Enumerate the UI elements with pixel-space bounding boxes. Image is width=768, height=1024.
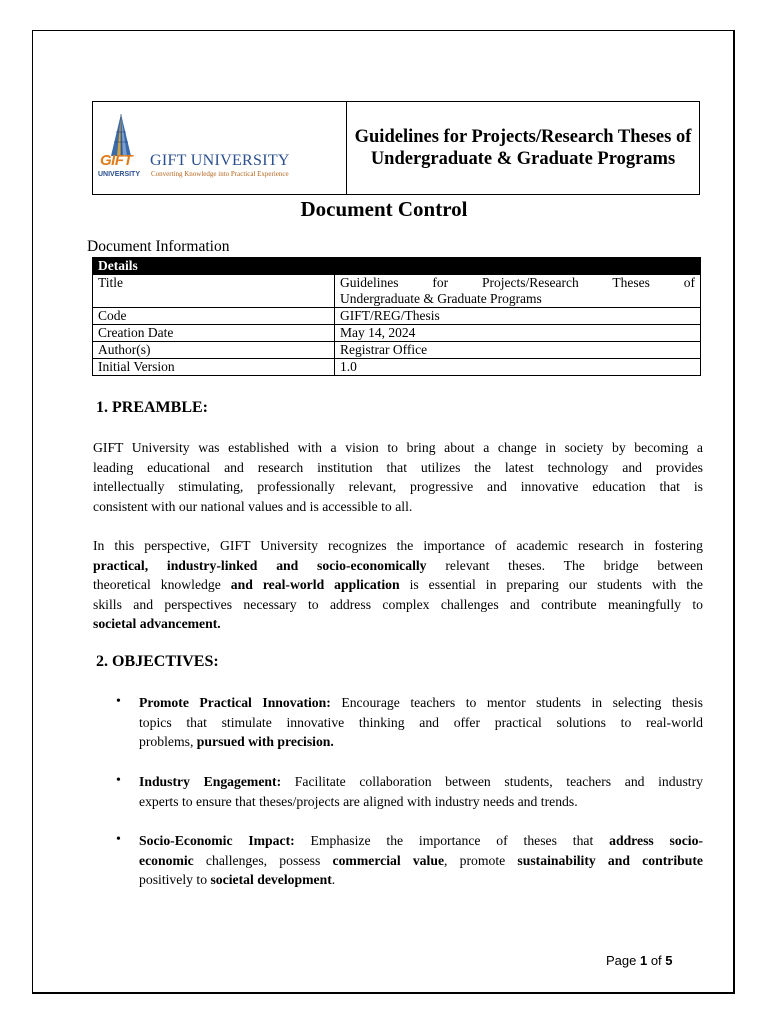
text: is essential in preparing our students with the <box>399 577 703 592</box>
preamble-paragraph-2 <box>93 536 703 634</box>
preamble-p2-line <box>93 575 703 595</box>
text: positively to <box>139 872 211 887</box>
bold-text: societal advancement. <box>93 616 221 631</box>
row-label-title: Title <box>93 275 335 308</box>
objective-line <box>139 831 703 851</box>
table-row <box>93 308 701 325</box>
preamble-heading: 1. PREAMBLE: <box>96 399 208 416</box>
preamble-p1-line: leading educational and research institution that utilizes the latest technology and provides <box>93 459 703 475</box>
preamble-p2-line: skills and perspectives necessary to address complex challenges and contribute meaningfully to <box>93 596 703 612</box>
bold-text: and real-world application <box>230 577 400 592</box>
objective-line: topics that stimulate innovative thinking and offer practical solutions to real-world <box>139 714 703 730</box>
page-current: 1 <box>639 953 648 968</box>
bold-text: Promote Practical Innovation: <box>139 695 331 710</box>
table-row <box>93 359 701 376</box>
bullet-icon: • <box>116 694 121 709</box>
document-title: Guidelines for Projects/Research Theses of Undergraduate & Graduate Programs <box>354 126 692 169</box>
page-of: of <box>647 953 666 968</box>
university-tagline: Converting Knowledge into Practical Experience <box>151 170 289 178</box>
text: Facilitate collaboration between students, teachers and industry <box>281 774 703 789</box>
preamble-paragraph-1 <box>93 438 703 516</box>
document-header <box>92 101 700 195</box>
document-information-label: Document Information <box>87 238 230 255</box>
logo-gift-text: GIFT <box>100 152 133 169</box>
table-row <box>93 275 701 308</box>
objective-line <box>139 851 703 871</box>
objective-line <box>139 732 703 752</box>
bold-text: sustainability and contribute <box>517 852 703 868</box>
text: . <box>331 872 336 887</box>
objective-line <box>139 870 703 890</box>
row-value-title-line2: Undergraduate & Graduate Programs <box>340 291 542 306</box>
table-header-row <box>93 258 701 275</box>
objective-item-practical-innovation <box>139 693 703 752</box>
bold-text: commercial value <box>332 852 445 868</box>
bold-text: pursued with precision. <box>196 734 334 749</box>
document-details-table <box>92 257 701 376</box>
row-label-authors: Author(s) <box>93 342 335 359</box>
text: Emphasize the importance of theses that <box>294 833 610 848</box>
table-header-details: Details <box>93 258 701 275</box>
page-total: 5 <box>665 953 673 968</box>
text: relevant theses. The bridge between <box>426 557 703 573</box>
row-value-initial-version: 1.0 <box>335 359 701 376</box>
document-control-heading: Document Control <box>300 197 468 221</box>
page-word: Page <box>606 953 640 968</box>
preamble-p2-line <box>93 614 703 634</box>
objectives-heading: 2. OBJECTIVES: <box>96 653 219 670</box>
bold-text: societal development <box>210 872 332 887</box>
bullet-icon: • <box>116 773 121 788</box>
page-number <box>606 953 673 968</box>
bullet-icon: • <box>116 832 121 847</box>
bold-text: practical, industry-linked and socio-economically <box>93 557 427 573</box>
university-name: GIFT UNIVERSITY <box>150 152 290 169</box>
bold-text: address socio- <box>609 833 703 848</box>
logo-cell <box>93 102 347 194</box>
row-label-code: Code <box>93 308 335 325</box>
objective-item-socio-economic-impact <box>139 831 703 890</box>
text: challenges, possess <box>193 852 333 868</box>
logo-university-text: UNIVERSITY <box>98 171 141 178</box>
text: theoretical knowledge <box>93 577 231 592</box>
preamble-p2-line <box>93 556 703 576</box>
bold-text: economic <box>139 852 194 868</box>
objective-item-industry-engagement <box>139 772 703 811</box>
row-label-creation-date: Creation Date <box>93 325 335 342</box>
university-logo-icon <box>93 102 343 194</box>
table-row <box>93 342 701 359</box>
objective-line <box>139 693 703 713</box>
bold-text: Socio-Economic Impact: <box>139 833 295 848</box>
text: Encourage teachers to mentor students in selecting thesis <box>330 695 703 710</box>
preamble-p2-line: In this perspective, GIFT University recognizes the importance of academic research in fostering <box>93 538 703 553</box>
preamble-p1-line: consistent with our national values and is accessible to all. <box>93 498 413 514</box>
row-value-authors: Registrar Office <box>335 342 701 359</box>
row-value-code: GIFT/REG/Thesis <box>335 308 701 325</box>
text: problems, <box>139 734 197 749</box>
row-value-title-line1: Guidelines for Projects/Research Theses of <box>340 275 695 290</box>
text: , promote <box>444 852 518 868</box>
preamble-p1-line: intellectually stimulating, professionally relevant, progressive and innovative education that is <box>93 479 703 494</box>
objective-line: experts to ensure that theses/projects are aligned with industry needs and trends. <box>139 793 578 809</box>
table-row <box>93 325 701 342</box>
objective-line <box>139 772 703 792</box>
bold-text: Industry Engagement: <box>139 774 282 789</box>
preamble-p1-line: GIFT University was established with a vision to bring about a change in society by becoming a <box>93 440 703 455</box>
row-value-creation-date: May 14, 2024 <box>335 325 701 342</box>
row-label-initial-version: Initial Version <box>93 359 335 376</box>
row-value-title <box>335 275 701 308</box>
